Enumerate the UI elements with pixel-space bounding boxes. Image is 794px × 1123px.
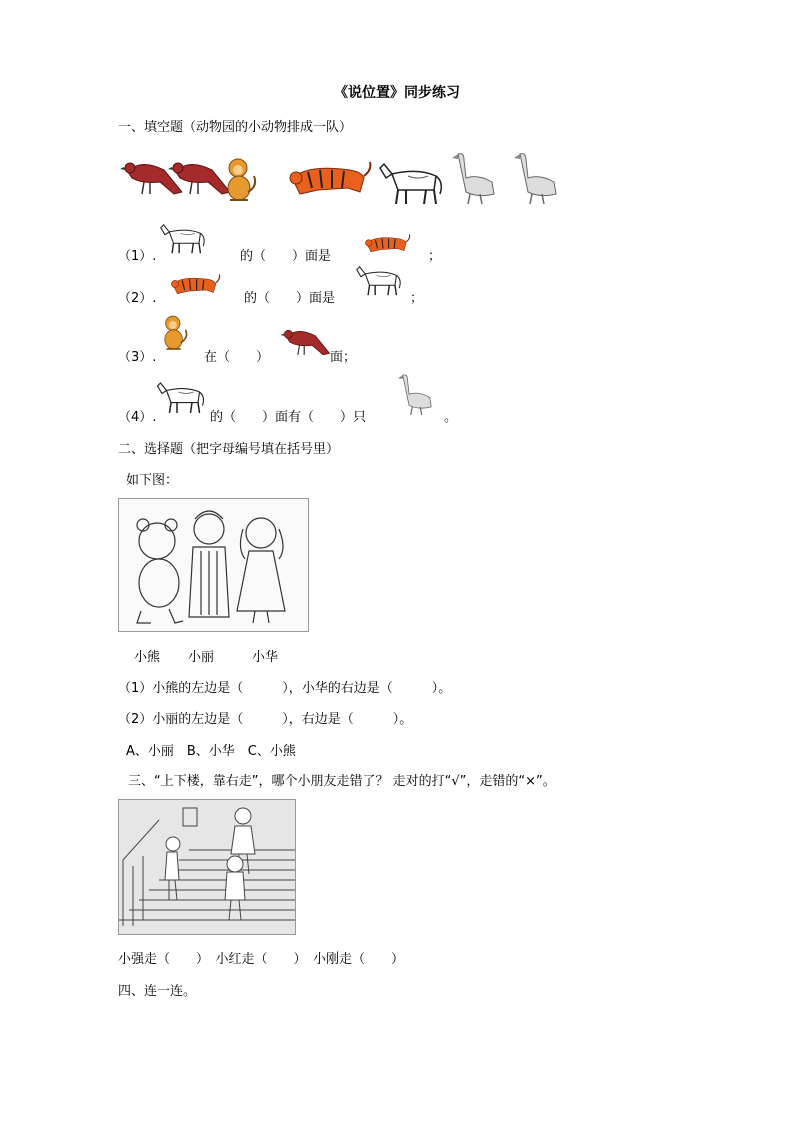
section-1-heading: 一、填空题（动物园的小动物排成一队）	[118, 120, 353, 135]
tiger-icon	[346, 232, 430, 254]
name-bear: 小熊	[134, 650, 161, 665]
section-3-heading: 三、“上下楼，靠右走”，哪个小朋友走错了？ 走对的打“√”，走错的“×”。	[128, 774, 556, 789]
goose-icon	[510, 150, 566, 208]
q2-text: 的（ ）面是	[244, 291, 336, 306]
section-2-intro: 如下图：	[126, 473, 179, 488]
section-4-heading: 四、连一连。	[118, 984, 197, 999]
goose-icon	[392, 372, 442, 418]
section-2-q1: （1）小熊的左边是（ ），小华的右边是（ ）。	[118, 681, 452, 696]
bird-icon	[168, 150, 230, 206]
q4-text: 的（ ）面有（ ）只	[210, 410, 367, 425]
q1-number: （1）.	[118, 249, 157, 264]
q3-end: 面；	[330, 350, 357, 365]
page-title: 《说位置》同步练习	[334, 85, 460, 101]
monkey-icon	[160, 312, 192, 354]
q3-text: 在（ ）	[204, 350, 270, 365]
horse-icon	[150, 380, 210, 416]
stairs-illustration	[118, 799, 296, 935]
tiger-icon	[288, 158, 374, 206]
bird-icon	[280, 320, 330, 358]
q2-number: （2）.	[118, 291, 157, 306]
q2-end: ；	[410, 291, 424, 306]
name-xiaohua: 小华	[252, 650, 279, 665]
bear-dolls-illustration	[118, 498, 309, 632]
horse-icon	[348, 264, 408, 298]
horse-icon	[150, 222, 214, 256]
q1-end: ；	[428, 249, 442, 264]
q4-number: （4）.	[118, 410, 157, 425]
q4-end: 。	[444, 410, 458, 425]
section-2-options: A、小丽 B、小华 C、小熊	[126, 744, 296, 759]
monkey-icon	[222, 156, 262, 204]
section-3-answers: 小强走（ ） 小红走（ ） 小刚走（ ）	[118, 952, 405, 967]
goose-icon	[448, 150, 504, 208]
q3-number: （3）.	[118, 350, 157, 365]
horse-icon	[378, 160, 442, 208]
tiger-icon	[154, 272, 238, 296]
q1-text: 的（ ）面是	[240, 249, 332, 264]
name-xiaoli: 小丽	[188, 650, 215, 665]
section-2-q2: （2）小丽的左边是（ ），右边是（ ）。	[118, 712, 413, 727]
section-2-heading: 二、选择题（把字母编号填在括号里）	[118, 442, 340, 457]
